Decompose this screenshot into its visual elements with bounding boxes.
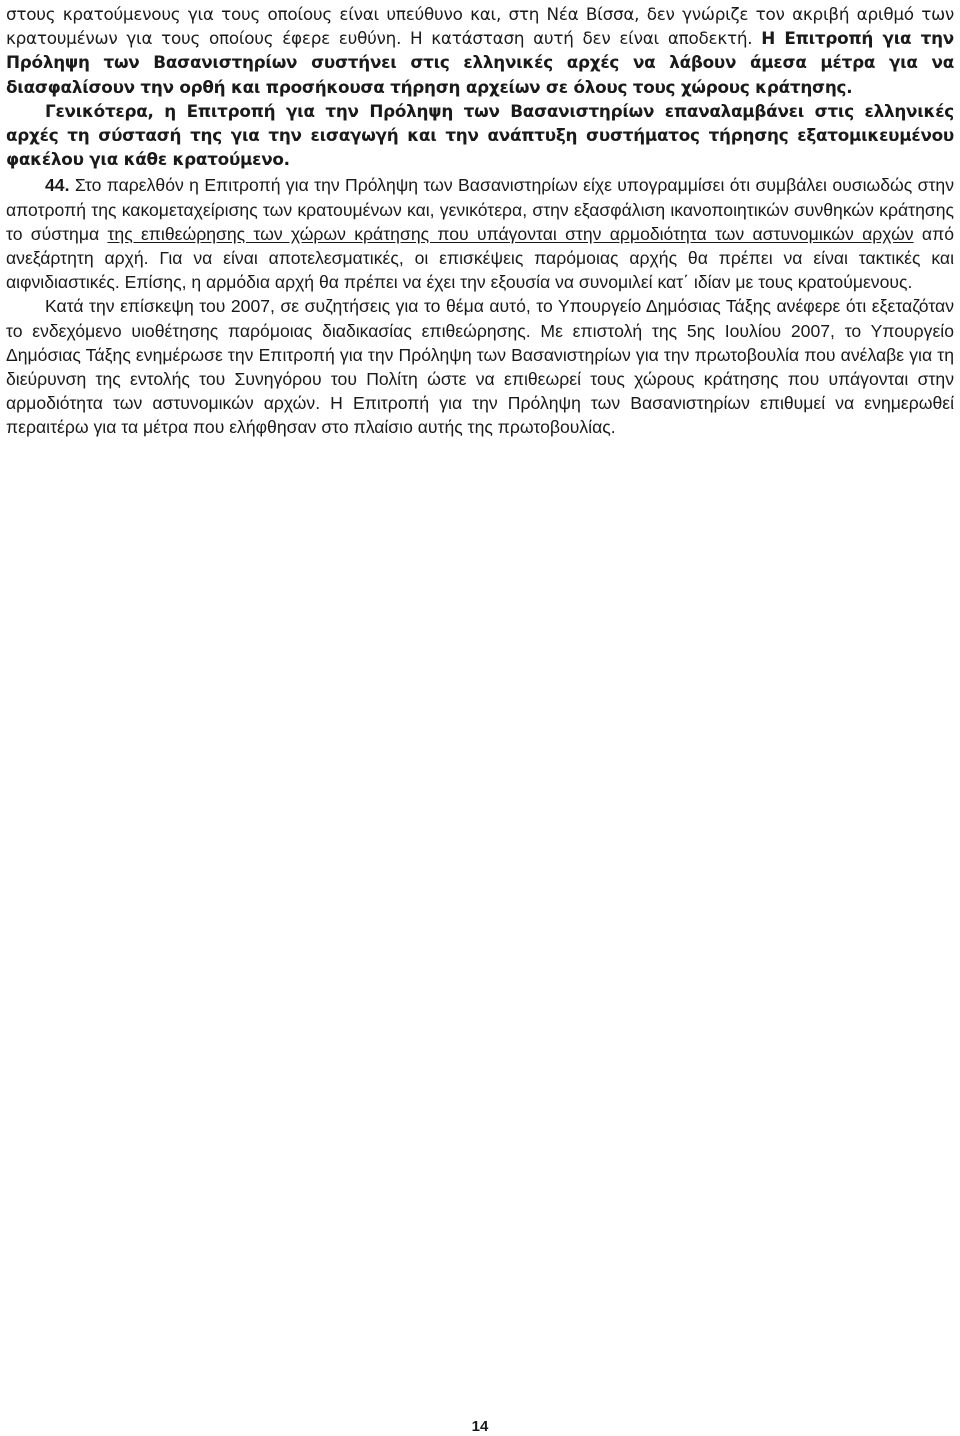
paragraph-44: [6, 173, 954, 294]
paragraph-ministry-response: [6, 294, 954, 439]
underlined-text: της επιθεώρησης των χώρων κράτησης που υπάγονται στην αρμοδιότητα των αστυνομικών αρχών: [107, 223, 914, 244]
paragraph-text: Κατά την επίσκεψη του 2007, σε συζητήσεις για το θέμα αυτό, το Υπουργείο Δημόσιας Τάξης ανέφερε ότι εξεταζόταν το ενδεχόμενο υιοθέτησης παρόμοιας διαδικασίας επιθεώρησης. Με επιστολή της 5ης Ιουλίου 2007, το Υπουργείο Δημόσιας Τάξης ενημέρωσε την Επιτροπή για την Πρόληψη των Βασανιστηρίων για την πρωτοβουλία που ανέλαβε για τη διεύρυνση της εντολής του Συνηγόρου του Πολίτη ώστε να επιθεωρεί τους χώρους κράτησης που υπάγονται στην αρμοδιότητα των αστυνομικών αρχών. Η Επιτροπή για την Πρόληψη των Βασανιστηρίων επιθυμεί να ενημερωθεί περαιτέρω για τα μέτρα που ελήφθησαν στο πλαίσιο αυτής της πρωτοβουλίας.: [6, 296, 954, 438]
paragraph-text: στους κρατούμενους για τους οποίους είναι υπεύθυνο και, στη Νέα Βίσσα, δεν γνώριζε τον ακριβή αριθμό των κρατουμένων για τους οποίους έφερε ευθύνη. Η κατάσταση αυτή δεν είναι αποδεκτή.: [6, 4, 954, 49]
paragraph-text: Στο παρελθόν η Επιτροπή για την Πρόληψη των Βασανιστηρίων είχε υπογραμμίσει ότι συμβάλει ουσιωδώς στην αποτροπή της κακομεταχείρισης των κρατουμένων και, γενικότερα, στην εξασφάλιση ικανοποιητικών συνθηκών κράτησης το σύστημα: [6, 175, 954, 244]
paragraph-record-keeping: [6, 2, 954, 99]
recommendation-text: Η Επιτροπή για την Πρόληψη των Βασανιστηρίων συστήνει στις ελληνικές αρχές να λάβουν άμεσα μέτρα για να διασφαλίσουν την ορθή και προσήκουσα τήρηση αρχείων σε όλους τους χώρους κράτησης.: [6, 28, 954, 97]
recommendation-text: Γενικότερα, η Επιτροπή για την Πρόληψη των Βασανιστηρίων επαναλαμβάνει στις ελληνικές αρχές τη σύστασή της για την εισαγωγή και την ανάπτυξη συστήματος τήρησης εξατομικευμένου φακέλου για κάθε κρατούμενο.: [6, 100, 954, 170]
paragraph-number: 44.: [45, 175, 70, 196]
document-page: [6, 2, 954, 440]
paragraph-individual-file-recommendation: [6, 99, 954, 172]
page-number: 14: [471, 1418, 489, 1435]
paragraph-text: από ανεξάρτητη αρχή. Για να είναι αποτελεσματικές, οι επισκέψεις παρόμοιας αρχής θα πρέπει να είναι τακτικές και αιφνιδιαστικές. Επίσης, η αρμόδια αρχή θα πρέπει να έχει την εξουσία να συνομιλεί κατ΄ ιδίαν με τους κρατούμενους.: [6, 223, 955, 293]
